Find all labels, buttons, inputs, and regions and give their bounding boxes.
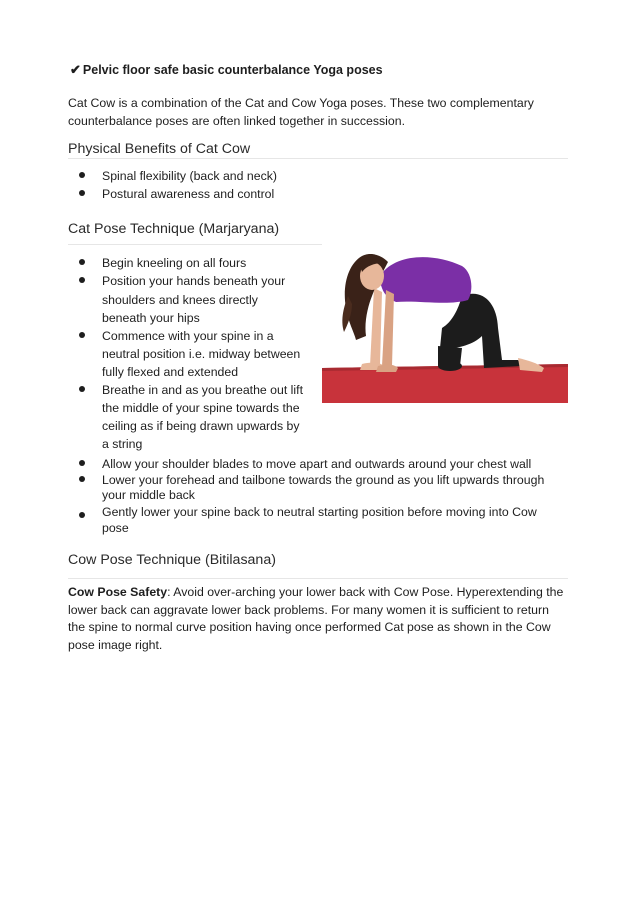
list-item-continuation: the middle of your spine towards the [102,401,300,415]
divider [68,244,322,245]
cow-heading: Cow Pose Technique (Bitilasana) [68,552,276,568]
cow-safety-label: Cow Pose Safety [68,585,168,599]
list-item-continuation: beneath your hips [102,311,200,325]
list-item-continuation: pose [102,521,129,535]
benefits-heading: Physical Benefits of Cat Cow [68,141,251,157]
bullet-icon [79,277,85,283]
list-item: Spinal flexibility (back and neck) [102,169,277,183]
cat-pose-photo [322,236,568,403]
list-item: Allow your shoulder blades to move apart and outwards around your chest wall [102,457,531,471]
list-item: Position your hands beneath your [102,274,285,288]
bullet-icon [79,172,85,178]
bullet-icon [79,259,85,265]
divider [68,578,568,579]
list-item-continuation: shoulders and knees directly [102,293,258,307]
intro-paragraph [68,95,558,130]
list-item: Gently lower your spine back to neutral starting position before moving into Cow [102,505,537,519]
list-item: Postural awareness and control [102,187,274,201]
cow-safety-line-4: pose image right. [68,637,163,652]
bullet-icon [79,386,85,392]
cow-safety-paragraph [68,584,573,654]
cow-safety-line-2: lower back can aggravate lower back problems. For many women it is sufficient to return [68,602,549,617]
bullet-icon [79,460,85,466]
list-item-continuation: neutral position i.e. midway between [102,347,301,361]
list-item-continuation: fully flexed and extended [102,365,239,379]
bullet-icon [79,332,85,338]
list-item-continuation: ceiling as if being drawn upwards by [102,419,300,433]
title-text: Pelvic floor safe basic counterbalance Yoga poses [82,63,383,77]
bullet-icon [79,512,85,518]
cow-safety-line-1: Cow Pose Safety: Avoid over-arching your lower back with Cow Pose. Hyperextending the [68,585,564,599]
list-item: Commence with your spine in a [102,329,274,343]
list-item: Begin kneeling on all fours [102,256,246,270]
list-item-continuation: a string [102,437,143,451]
page-title [70,62,383,78]
cow-safety-line-3: the spine to normal curve position having once performed Cat pose as shown in the Cow [68,620,551,634]
list-item-continuation: your middle back [102,488,195,502]
intro-line-1: Cat Cow is a combination of the Cat and Cow Yoga poses. These two complementary [68,96,534,110]
cat-heading: Cat Pose Technique (Marjaryana) [68,221,280,237]
list-item: Lower your forehead and tailbone towards the ground as you lift upwards through [102,473,544,487]
checkmark-icon: ✔ [70,62,81,77]
divider [68,158,568,159]
intro-line-2: counterbalance poses are often linked together in succession. [68,113,406,128]
bullet-icon [79,190,85,196]
list-item: Breathe in and as you breathe out lift [102,383,303,397]
bullet-icon [79,476,85,482]
